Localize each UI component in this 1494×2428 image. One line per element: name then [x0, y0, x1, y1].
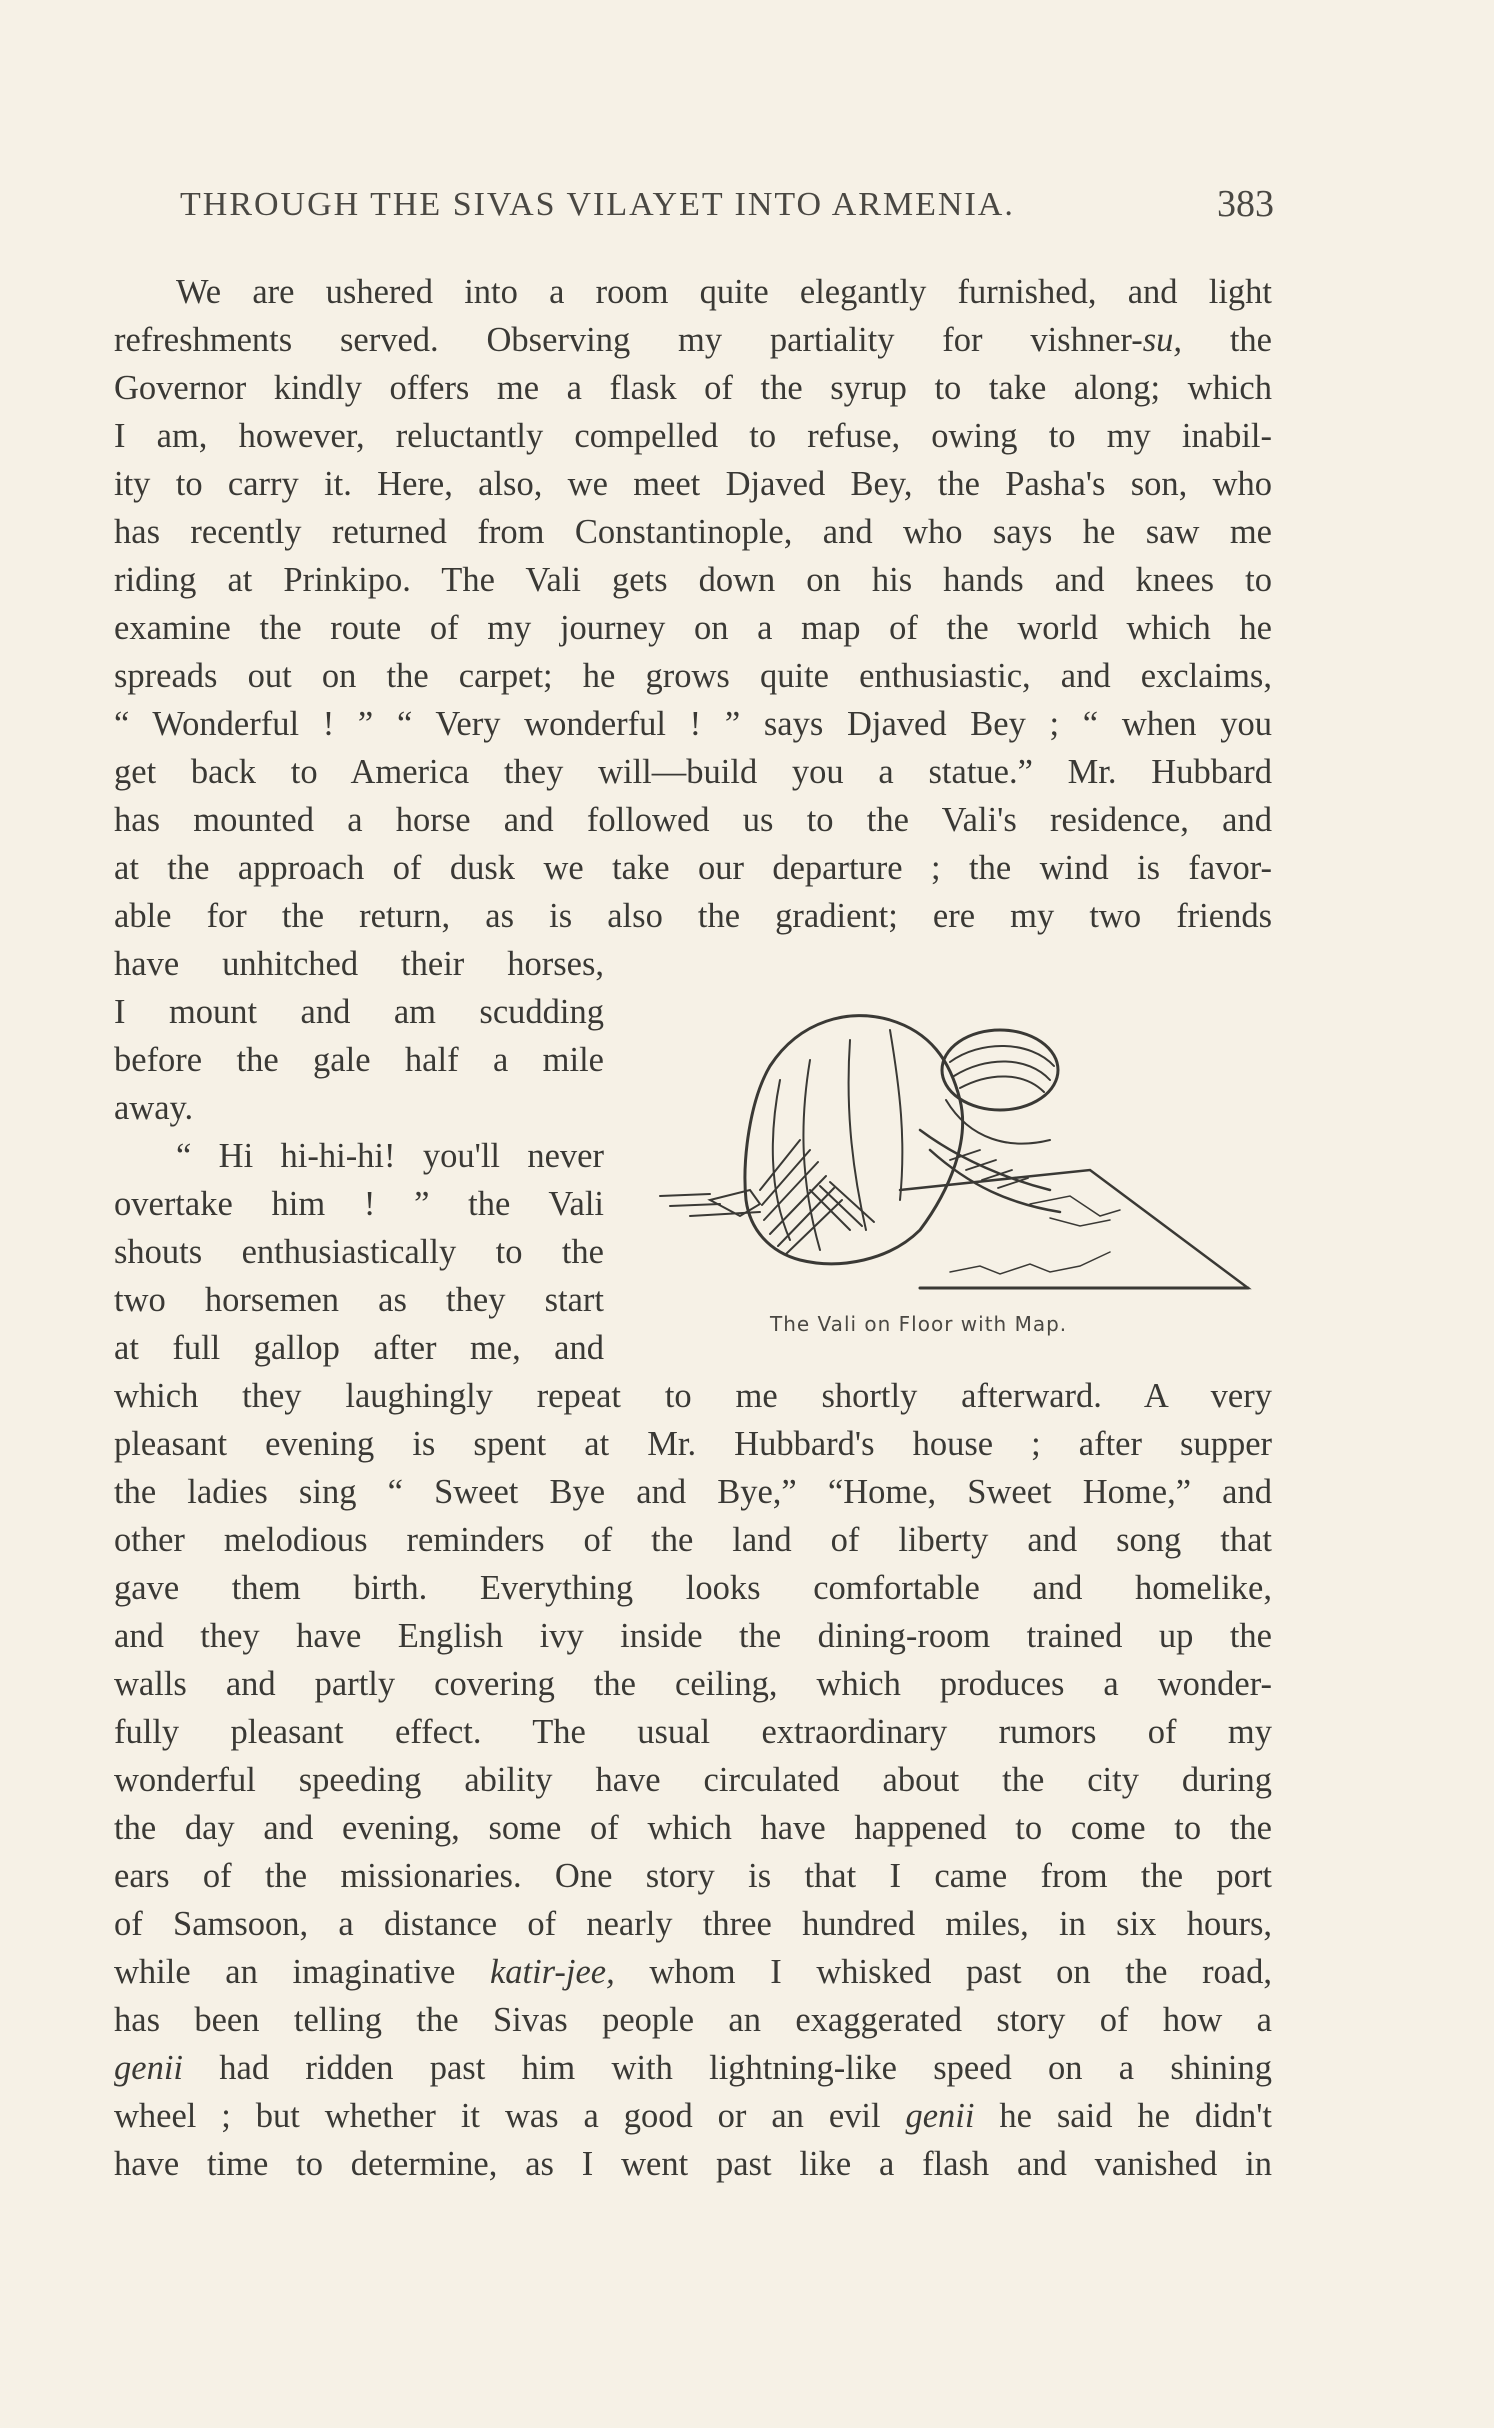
text-line: spreads out on the carpet; he grows quite enthusiastic, and exclaims, [114, 657, 1272, 695]
text-line: ity to carry it. Here, also, we meet Djaved Bey, the Pasha's son, who [114, 465, 1272, 503]
text-line: We are ushered into a room quite elegantly furnished, and light [176, 273, 1272, 311]
text-line: fully pleasant effect. The usual extraordinary rumors of my [114, 1713, 1272, 1751]
text-line: wheel ; but whether it was a good or an evil genii he said he didn't [114, 2097, 1272, 2135]
text-line: have time to determine, as I went past like a flash and vanished in [114, 2145, 1272, 2183]
text-line: two horsemen as they start [114, 1281, 604, 1319]
text-line: riding at Prinkipo. The Vali gets down on his hands and knees to [114, 561, 1272, 599]
text-line: ears of the missionaries. One story is that I came from the port [114, 1857, 1272, 1895]
text-line: has mounted a horse and followed us to the Vali's residence, and [114, 801, 1272, 839]
text-line: has recently returned from Constantinople, and who says he saw me [114, 513, 1272, 551]
text-line: examine the route of my journey on a map of the world which he [114, 609, 1272, 647]
text-line: at the approach of dusk we take our departure ; the wind is favor- [114, 849, 1272, 887]
text-line: before the gale half a mile [114, 1041, 604, 1079]
text-line: genii had ridden past him with lightning-like speed on a shining [114, 2049, 1272, 2087]
text-line: “ Wonderful ! ” “ Very wonderful ! ” says Djaved Bey ; “ when you [114, 705, 1272, 743]
text-line: while an imaginative katir-jee, whom I whisked past on the road, [114, 1953, 1272, 1991]
text-line: “ Hi hi-hi-hi! you'll never [176, 1137, 604, 1175]
text-line: other melodious reminders of the land of liberty and song that [114, 1521, 1272, 1559]
vali-on-floor-illustration [650, 990, 1270, 1350]
text-line: able for the return, as is also the gradient; ere my two friends [114, 897, 1272, 935]
text-line: has been telling the Sivas people an exaggerated story of how a [114, 2001, 1272, 2039]
text-line: get back to America they will—build you a statue.” Mr. Hubbard [114, 753, 1272, 791]
text-line: walls and partly covering the ceiling, which produces a wonder- [114, 1665, 1272, 1703]
text-line: and they have English ivy inside the dining-room trained up the [114, 1617, 1272, 1655]
text-line: refreshments served. Observing my partiality for vishner-su, the [114, 321, 1272, 359]
text-line: the ladies sing “ Sweet Bye and Bye,” “Home, Sweet Home,” and [114, 1473, 1272, 1511]
text-line: I mount and am scudding [114, 993, 604, 1031]
text-line: away. [114, 1089, 194, 1127]
text-line: have unhitched their horses, [114, 945, 604, 983]
figure-caption: The Vali on Floor with Map. [770, 1312, 1068, 1336]
text-line: which they laughingly repeat to me shortly afterward. A very [114, 1377, 1272, 1415]
page-number: 383 [1217, 183, 1274, 225]
text-line: at full gallop after me, and [114, 1329, 604, 1367]
text-line: overtake him ! ” the Vali [114, 1185, 604, 1223]
text-line: Governor kindly offers me a flask of the syrup to take along; which [114, 369, 1272, 407]
running-title: THROUGH THE SIVAS VILAYET INTO ARMENIA. [180, 186, 1015, 223]
text-line: pleasant evening is spent at Mr. Hubbard's house ; after supper [114, 1425, 1272, 1463]
text-line: of Samsoon, a distance of nearly three hundred miles, in six hours, [114, 1905, 1272, 1943]
text-line: the day and evening, some of which have happened to come to the [114, 1809, 1272, 1847]
text-line: I am, however, reluctantly compelled to refuse, owing to my inabil- [114, 417, 1272, 455]
running-head [180, 183, 1274, 236]
text-line: shouts enthusiastically to the [114, 1233, 604, 1271]
text-line: wonderful speeding ability have circulated about the city during [114, 1761, 1272, 1799]
text-line: gave them birth. Everything looks comfortable and homelike, [114, 1569, 1272, 1607]
